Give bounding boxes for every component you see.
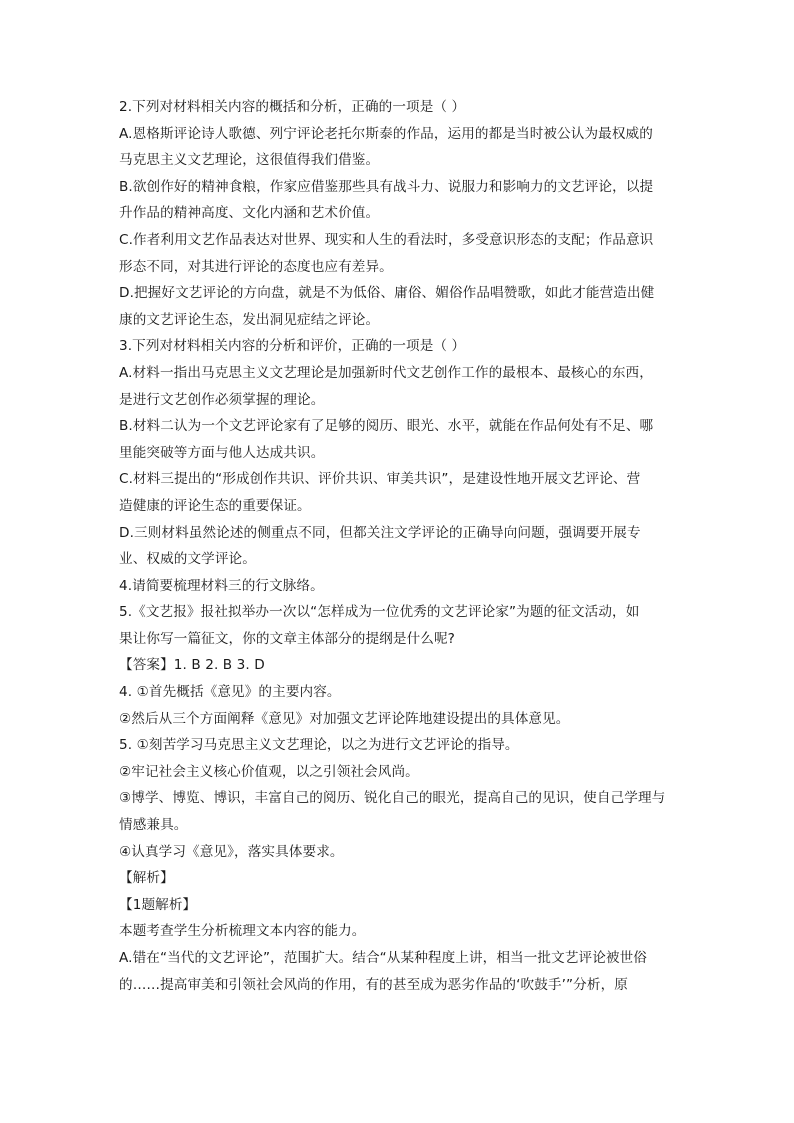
text-line: 马克思主义文艺理论，这很值得我们借鉴。 [119, 152, 380, 169]
text-line: B.材料二认为一个文艺评论家有了足够的阅历、眼光、水平，就能在作品何处有不足、哪 [119, 418, 654, 435]
text-line: ②牢记社会主义核心价值观，以之引领社会风尚。 [119, 763, 419, 780]
text-line: D.把握好文艺评论的方向盘，就是不为低俗、庸俗、媚俗作品唱赞歌，如此才能营造出健 [119, 285, 655, 302]
text-line: 【解析】 [119, 870, 174, 887]
text-line: ③博学、博览、博识，丰富自己的阅历、锐化自己的眼光，提高自己的见识，使自己学理与 [119, 790, 666, 807]
text-line: B.欲创作好的精神食粮，作家应借鉴那些具有战斗力、说服力和影响力的文艺评论，以提 [119, 178, 654, 195]
text-line: 5.《文艺报》报社拟举办一次以“怎样成为一位优秀的文艺评论家”为题的征文活动，如 [119, 604, 640, 621]
text-line: 的……提高审美和引领社会风尚的作用，有的甚至成为恶劣作品的‘吹鼓手’”分析，原 [119, 976, 628, 993]
text-line: 升作品的精神高度、文化内涵和艺术价值。 [119, 205, 380, 222]
text-line: 业、权威的文学评论。 [119, 551, 256, 568]
text-line: 2.下列对材料相关内容的概括和分析，正确的一项是（ ） [119, 99, 466, 115]
text-line: 康的文艺评论生态，发出洞见症结之评论。 [119, 311, 380, 328]
text-line: 里能突破等方面与他人达成共识。 [119, 444, 325, 461]
text-line: C.作者利用文艺作品表达对世界、现实和人生的看法时，多受意识形态的支配；作品意识 [119, 231, 654, 248]
text-line: 本题考查学生分析梳理文本内容的能力。 [119, 923, 366, 940]
text-line: 造健康的评论生态的重要保证。 [119, 497, 311, 514]
text-line: A.材料一指出马克思主义文艺理论是加强新时代文艺创作工作的最根本、最核心的东西， [119, 364, 653, 381]
text-line: 情感兼具。 [119, 817, 188, 834]
text-line: 5. ①刻苦学习马克思主义文艺理论，以之为进行文艺评论的指导。 [119, 737, 519, 754]
text-line: 是进行文艺创作必须掌握的理论。 [119, 391, 325, 408]
text-line: 【1题解析】 [119, 896, 197, 913]
text-line: C.材料三提出的“形成创作共识、评价共识、审美共识”，是建设性地开展文艺评论、营 [119, 471, 641, 488]
text-line: 4.请简要梳理材料三的行文脉络。 [119, 577, 324, 594]
text-line: 果让你写一篇征文，你的文章主体部分的提纲是什么呢? [119, 630, 455, 647]
document-body [119, 94, 679, 998]
text-line: A.错在“当代的文艺评论”，范围扩大。结合“从某种程度上讲，相当一批文艺评论被世俗 [119, 950, 647, 966]
text-line: 形态不同，对其进行评论的态度也应有差异。 [119, 258, 393, 275]
text-line: D.三则材料虽然论述的侧重点不同，但都关注文学评论的正确导向问题，强调要开展专 [119, 524, 641, 541]
text-line: 3.下列对材料相关内容的分析和评价，正确的一项是（ ） [119, 338, 466, 355]
text-line: ④认真学习《意见》，落实具体要求。 [119, 843, 344, 860]
text-line: A.恩格斯评论诗人歌德、列宁评论老托尔斯泰的作品，运用的都是当时被公认为最权威的 [119, 125, 653, 142]
text-line: ②然后从三个方面阐释《意见》对加强文艺评论阵地建设提出的具体意见。 [119, 710, 570, 727]
text-line: 【答案】1. B 2. B 3. D [119, 657, 265, 674]
text-line: 4. ①首先概括《意见》的主要内容。 [119, 684, 341, 701]
